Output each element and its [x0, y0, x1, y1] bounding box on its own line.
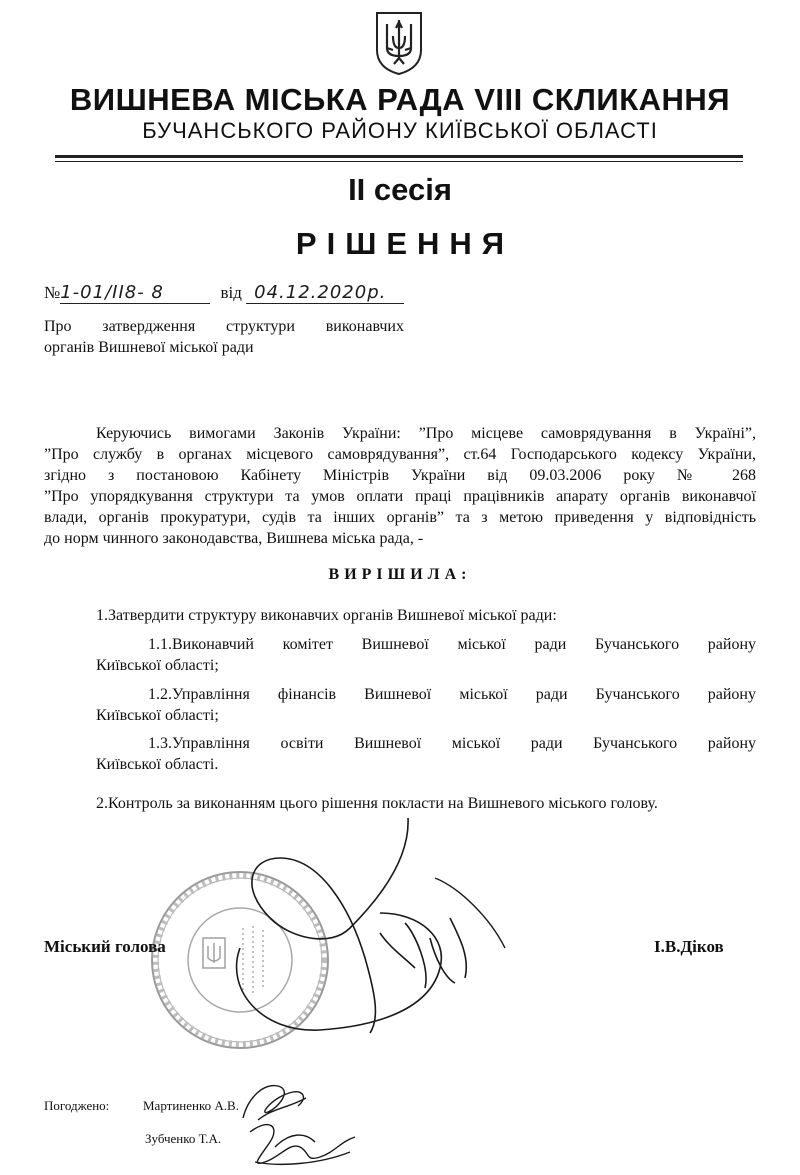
preamble-line: до норм чинного законодавства, Вишнева міська рада, -: [44, 530, 424, 547]
resolution-subitem-1-2: [96, 684, 756, 726]
document-number: 1-01/ІІ8- 8: [60, 282, 210, 304]
preamble-line: ”Про упорядкування структури та умов оплати праці працівників апарату органів виконавчої: [44, 488, 756, 505]
document-date: 04.12.2020р.: [246, 282, 404, 304]
document-number-line: [44, 282, 404, 304]
preamble-line: ”Про службу в органах місцевого самоврядування”, ст.64 Господарського кодексу України,: [44, 446, 756, 463]
number-prefix: №: [44, 283, 61, 302]
agreed-label: Погоджено:: [44, 1098, 110, 1113]
header-divider-thin: [55, 161, 743, 162]
resolution-item-2: 2.Контроль за виконанням цього рішення покласти на Вишневого міського голову.: [96, 795, 658, 812]
subject-line: органів Вишневої міської ради: [44, 339, 254, 356]
preamble-line: згідно з постановою Кабінету Міністрів України від 09.03.2006 року № 268: [44, 467, 756, 484]
preamble-paragraph: [44, 423, 756, 549]
subitem-line: 1.1.Виконавчий комітет Вишневої міської ради Бучанського району: [148, 636, 756, 653]
header-divider-thick: [55, 155, 743, 158]
subitem-line: Київської області.: [96, 756, 219, 773]
preamble-line: Керуючись вимогами Законів України: ”Про місцеве самоврядування в Україні”,: [96, 425, 756, 442]
handwritten-signature-icon: [230, 818, 510, 1040]
document-subject: [44, 316, 404, 358]
date-prefix: від: [220, 283, 242, 302]
decision-heading: РІШЕННЯ: [295, 226, 515, 261]
ukraine-trident-emblem-icon: [374, 10, 424, 76]
approver-name: Мартиненко А.В.: [143, 1098, 239, 1113]
preamble-line: влади, органів прокуратури, судів та інших органів” та з метою приведення у відповідність: [44, 509, 756, 526]
subitem-line: 1.2.Управління фінансів Вишневої міської ради Бучанського району: [148, 686, 756, 703]
session-title: ІІ сесія: [348, 172, 452, 207]
resolution-item-1: 1.Затвердити структуру виконавчих органів Вишневої міської ради:: [96, 607, 557, 624]
resolution-subitem-1-1: [96, 634, 756, 676]
subitem-line: Київської області;: [96, 657, 219, 674]
council-title: ВИШНЕВА МІСЬКА РАДА VIII СКЛИКАННЯ: [69, 82, 731, 117]
mayor-title: Міський голова: [44, 937, 166, 956]
subject-line: Про затвердження структури виконавчих: [44, 318, 404, 335]
resolution-subitem-1-3: [96, 733, 756, 775]
approver-signature-icon: [220, 1112, 360, 1170]
resolved-heading: ВИРІШИЛА:: [328, 566, 472, 583]
subitem-line: Київської області;: [96, 707, 219, 724]
approver-name: Зубченко Т.А.: [145, 1131, 222, 1146]
council-subtitle: БУЧАНСЬКОГО РАЙОНУ КИЇВСЬКОЇ ОБЛАСТІ: [142, 118, 658, 143]
subitem-line: 1.3.Управління освіти Вишневої міської ради Бучанського району: [148, 735, 756, 752]
mayor-name: І.В.Діков: [654, 937, 724, 956]
